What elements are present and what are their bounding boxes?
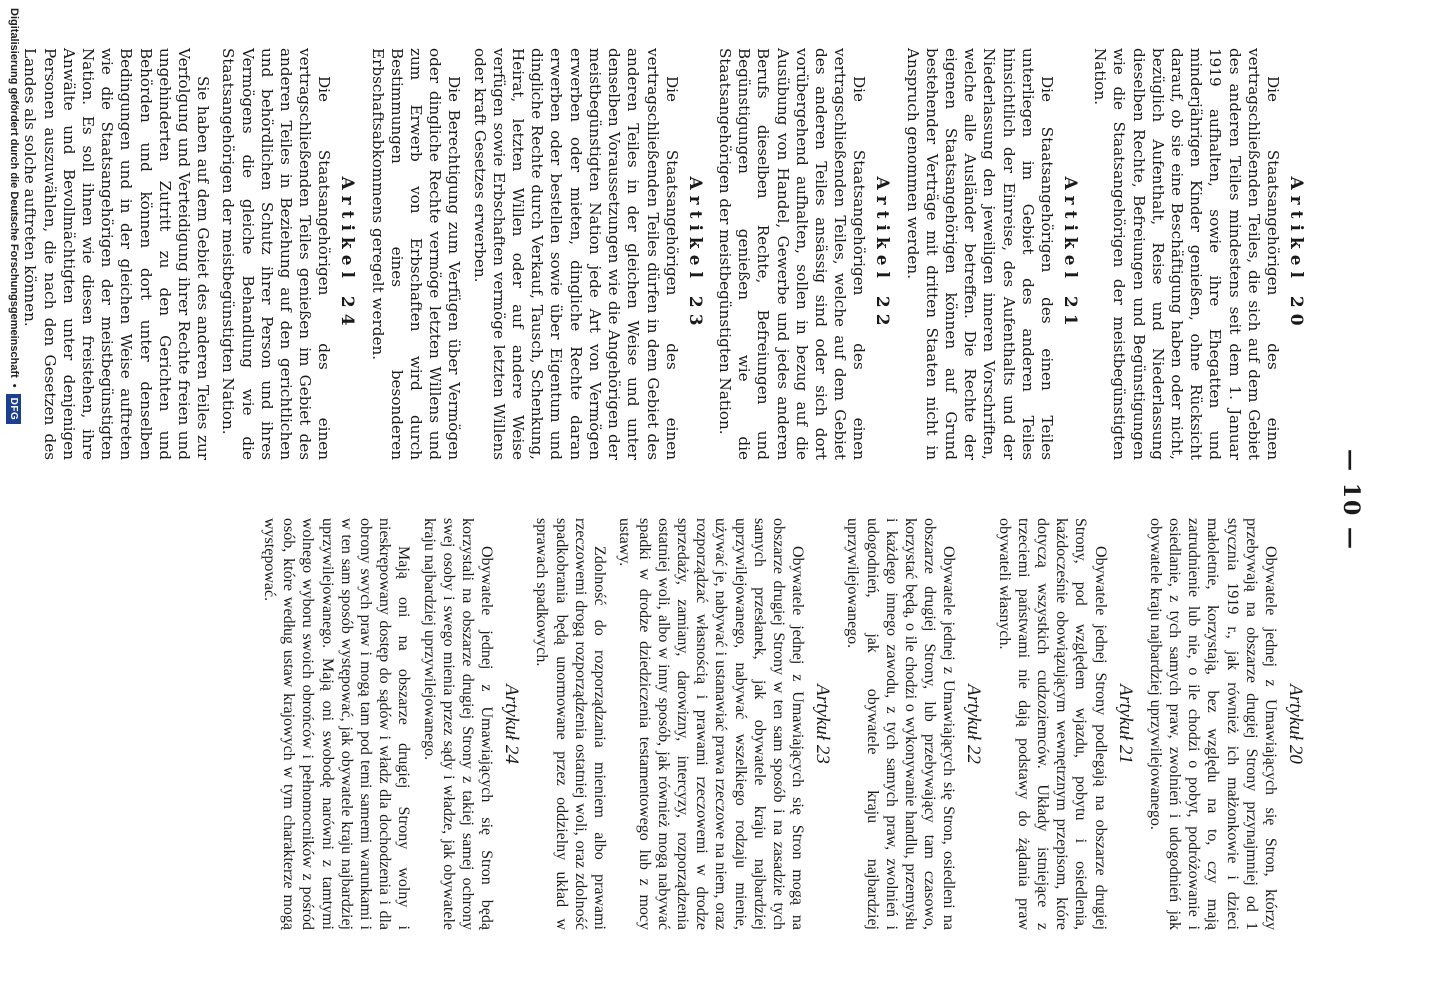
article-heading: Artykuł 24 — [501, 684, 523, 764]
polish-article-22 — [843, 518, 984, 930]
article-heading: Artykuł 20 — [1285, 684, 1306, 764]
footer-separator: • — [8, 383, 20, 388]
german-article-24 — [20, 48, 357, 460]
article-paragraph: Obywatele jednej z Umawiających się Stron będą korzystali na obszarze drugiej Strony z takiej samej ochrony swej osoby i swego mienia przez sądy i władze, jak obywatele kraju najbardziej uprzywilejowanego. — [420, 518, 496, 930]
article-heading: Artikel 23 — [684, 176, 705, 332]
article-paragraph: Mają oni na obszarze drugiej Strony wolny i nieskrępowany dostęp do sądów i władz dla dochodzenia i dla obrony swych praw i mogą tam pod temi samemi warunkami i w ten sam sposób występować, jak obywatele kraju najbardziej uprzywilejowanego. Mają oni swobodę narówni z tamtymi wolnego wyboru swoich obrońców i pełnomocników z pośród osób, które według ustaw krajowych w tym charakterze mogą występować. — [261, 518, 413, 930]
footer-text: Digitalisierung gefördert durch die Deutsche Forschungsgemeinschaft — [8, 8, 20, 378]
article-heading: Artykuł 21 — [1114, 684, 1136, 764]
german-article-22 — [715, 48, 893, 460]
german-article-21 — [902, 48, 1080, 460]
article-paragraph: Die Staatsangehörigen des einen vertragschließenden Teiles dürfen in dem Gebiet des anderen Teiles in der gleichen Weise und unter denselben Voraussetzungen wie die Angehörigen der meistbegünstigten Nation jede Art von Vermögen erwerben oder mieten, dingliche Rechte daran erwerben oder bestellen sowie über Eigentum und dingliche Rechte durch Verkauf, Tausch, Schenkung, Heirat, letzten Willen oder auf andere Weise verfügen sowie Erbschaften vermöge letzten Willens oder kraft Gesetzes erwerben. — [470, 48, 681, 460]
article-paragraph: Die Staatsangehörigen des einen vertragschließenden Teiles, welche auf dem Gebiet des anderen Teiles ansässig sind oder sich dort vorübergehend aufhalten, sollen in bezug auf die Ausübung von Handel, Gewerbe und jedes anderen Berufs dieselben Rechte, Befreiungen und Begünstigungen genießen wie die Staatsangehörigen der meistbegünstigten Nation. — [715, 48, 869, 460]
polish-article-24 — [260, 518, 522, 930]
article-paragraph: Obywatele jednej Strony podlegają na obszarze drugiej Strony, pod względem wjazdu, pobytu i osiedlenia, każdocześnie obowiązującym wewnętrznym przepisom, które dotyczą wszystkich cudzoziemców. Układy istniejące z trzeciemi państwami nie dają podstawy do żądania praw obywateli własnych. — [995, 518, 1109, 930]
german-article-23 — [367, 48, 704, 460]
article-paragraph: Die Staatsangehörigen des einen vertragschließenden Teiles genießen im Gebiet des anderen Teiles in Beziehung auf den gerichtlichen und behördlichen Schutz ihrer Person und ihres Vermögens die gleiche Behandlung wie die Staatsangehörigen der meistbegünstigten Nation. — [219, 48, 334, 460]
dfg-logo-icon: DFG — [7, 394, 22, 425]
article-paragraph: Die Staatsangehörigen des einen Teiles unterliegen im Gebiet des anderen Teiles hinsichtlich der Einreise, des Aufenthalts und der Niederlassung den jeweiligen inneren Vorschriften, welche alle Ausländer betreffen. Die Rechte der eigenen Staatsangehörigen können auf Grund bestehender Verträge mit dritten Staaten nicht in Anspruch genommen werden. — [903, 48, 1056, 460]
article-heading: Artikel 22 — [872, 176, 893, 332]
article-paragraph: Die Berechtigung zum Verfügen über Vermögen oder dingliche Rechte vermöge letzten Willens und zum Erwerb von Erbschaften wird durch Bestimmungen eines besonderen Erbschaftsabkommens geregelt werden. — [368, 48, 464, 460]
german-article-20 — [1090, 48, 1306, 460]
article-paragraph: Obywatele jednej z Umawiających się Stron, którzy przebywają na obszarze drugiej Strony przynajmniej od 1 stycznia 1919 r., jak również ich małżonkowie i dzieci małoletnie, korzystają, bez względu na to, czy mają zatrudnienie lub nie, o ile chodzi o pobyt, podróżowanie i osiedlanie, z tych samych praw, zwolnień i udogodnień jak obywatele kraju najbardziej uprzywilejowanego. — [1146, 518, 1279, 930]
article-paragraph: Zdolność do rozporządzania mieniem albo prawami rzeczowemi drogą rozporządzenia ostatniej woli, oraz zdolność spadkobrania będą unormowane przez oddzielny układ w sprawach spadkowych. — [533, 518, 609, 930]
article-paragraph: Sie haben auf dem Gebiet des anderen Teiles zur Verfolgung und Verteidigung ihrer Rechte freien und ungehinderten Zutritt zu den Gerichten und Behörden und können dort unter denselben Bedingungen und in der gleichen Weise auftreten wie die Staatsangehörigen der meistbegünstigten Nation. Es soll ihnen wie diesen freistehen, ihre Anwälte und Bevollmächtigten unter denjenigen Personen auszuwählen, die nach den Gesetzen des Landes als solche auftreten können. — [21, 48, 213, 460]
article-paragraph: Obywatele jednej z Umawiających się Stron, osiedleni na obszarze drugiej Strony, lub przebywający tam czasowo, korzystać będą, o ile chodzi o wykonywanie handlu, przemysłu i każdego innego zawodu, z tych samych praw, zwolnień i udogodnień, jak obywatele kraju najbardziej uprzywilejowanego. — [844, 518, 958, 930]
article-paragraph: Obywatele jednej z Umawiających się Stron mogą na obszarze drugiej Strony w ten sam sposób i na zasadzie tych samych przesłanek, jak obywatele kraju najbardziej uprzywilejowanego, nabywać wszelkiego rodzaju mienie, używać je, nabywać i ustanawiać prawa rzeczowe na niem, oraz rozporządzać własnością i prawami rzeczowemi w drodze sprzedaży, zamiany, darowizny, intercyzy, rozporządzenia ostatniej woli, albo w inny sposób, jak również mogą nabywać spadki w drodze dziedziczenia testamentowego lub z mocy ustawy. — [616, 518, 807, 930]
article-heading: Artikel 21 — [1059, 176, 1080, 332]
digitization-footer — [2, 8, 26, 968]
article-heading: Artikel 20 — [1286, 176, 1306, 332]
polish-article-20 — [1146, 518, 1306, 930]
german-column — [10, 48, 1306, 460]
article-heading: Artykuł 22 — [963, 684, 985, 764]
article-heading: Artykuł 23 — [812, 684, 834, 764]
polish-article-23 — [532, 518, 833, 930]
polish-article-21 — [994, 518, 1135, 930]
article-paragraph: Die Staatsangehörigen des einen vertragschließenden Teiles, die sich auf dem Gebiet des anderen Teiles mindestens seit dem 1. Januar 1919 aufhalten, sowie ihre Ehegatten und minderjährigen Kinder genießen, ohne Rücksicht darauf, ob sie eine Beschäftigung haben oder nicht, bezüglich Aufenthalt, Reise und Niederlassung dieselben Rechte, Befreiungen und Begünstigungen wie die Staatsangehörigen der meistbegünstigten Nation. — [1091, 48, 1282, 460]
page-number: — 10 — — [1338, 449, 1364, 551]
article-heading: Artikel 24 — [337, 176, 358, 332]
polish-column — [250, 518, 1306, 930]
